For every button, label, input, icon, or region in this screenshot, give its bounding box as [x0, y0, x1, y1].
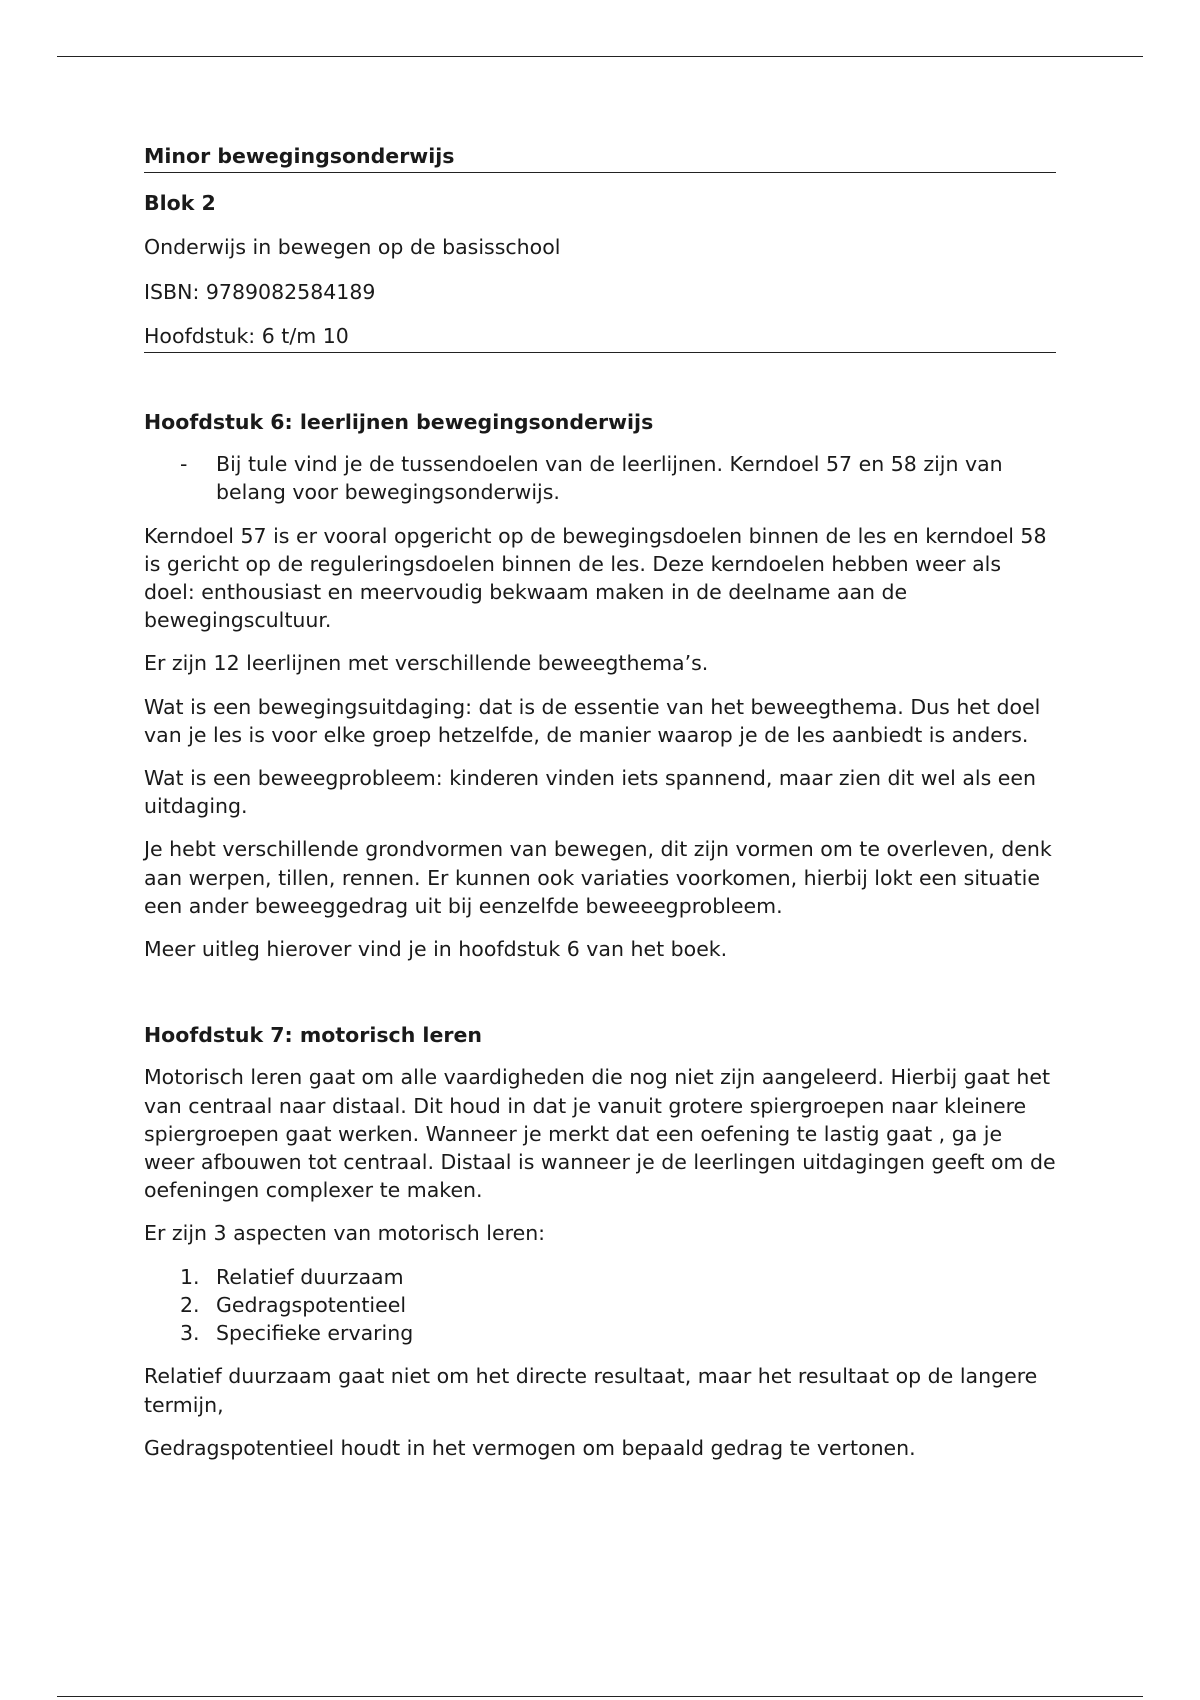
list-item: [180, 1319, 1056, 1347]
paragraph: Er zijn 12 leerlijnen met verschillende beweegthema’s.: [144, 651, 709, 676]
isbn: ISBN: 9789082584189: [144, 279, 376, 304]
course-title: Minor bewegingsonderwijs: [144, 142, 1056, 173]
chapter-7-heading: Hoofdstuk 7: motorisch leren: [144, 1023, 482, 1048]
paragraph: Relatief duurzaam gaat niet om het directe resultaat, maar het resultaat op de langere termijn,: [144, 1364, 1038, 1417]
chapter-6-heading: Hoofdstuk 6: leerlijnen bewegingsonderwijs: [144, 410, 654, 435]
chapter-7-section: [144, 1021, 1056, 1462]
list-number: 1.: [180, 1264, 200, 1289]
bullet-text: Bij tule vind je de tussendoelen van de leerlijnen. Kerndoel 57 en 58 zijn van belang voor bewegingsonderwijs.: [216, 452, 1003, 505]
paragraph: Gedragspotentieel houdt in het vermogen om bepaald gedrag te vertonen.: [144, 1435, 916, 1460]
list-item: [180, 1291, 1056, 1319]
list-item: [180, 1263, 1056, 1291]
paragraph: Meer uitleg hierover vind je in hoofdstuk 6 van het boek.: [144, 937, 728, 962]
list-item: [180, 450, 1056, 506]
paragraph: Er zijn 3 aspecten van motorisch leren:: [144, 1221, 546, 1246]
aspects-list: [144, 1263, 1056, 1348]
list-item-label: Gedragspotentieel: [216, 1292, 407, 1317]
list-item-label: Relatief duurzaam: [216, 1264, 404, 1289]
page-bottom-rule: [57, 1696, 1143, 1697]
chapter-6-bullet-list: [144, 450, 1056, 506]
list-number: 2.: [180, 1292, 200, 1317]
chapter-6-section: [144, 408, 1056, 963]
page-top-rule: [57, 56, 1143, 57]
block-label: Blok 2: [144, 191, 216, 216]
course-header: [144, 142, 1056, 353]
document-body: [144, 142, 1056, 1477]
list-item-label: Specifieke ervaring: [216, 1321, 414, 1346]
list-number: 3.: [180, 1321, 200, 1346]
paragraph: Wat is een bewegingsuitdaging: dat is de essentie van het beweegthema. Dus het doel van je les is voor elke groep hetzelfde, de manier waarop je de les aanbiedt is anders.: [144, 694, 1041, 747]
paragraph: Je hebt verschillende grondvormen van bewegen, dit zijn vormen om te overleven, denk aan werpen, tillen, rennen. Er kunnen ook variaties voorkomen, hierbij lokt een situatie een ander beweeggedrag uit bij eenzelfde beweeegprobleem.: [144, 837, 1052, 918]
paragraph: Kerndoel 57 is er vooral opgericht op de bewegingsdoelen binnen de les en kerndoel 58 is gericht op de reguleringsdoelen binnen de les. Deze kerndoelen hebben weer als doel: enthousiast en meervoudig bekwaam maken in de deelname aan de bewegingscultuur.: [144, 523, 1047, 633]
paragraph: Motorisch leren gaat om alle vaardigheden die nog niet zijn aangeleerd. Hierbij gaat het van centraal naar distaal. Dit houd in dat je vanuit grotere spiergroepen naar kleinere spiergroepen gaat werken. Wanneer je merkt dat een oefening te lastig gaat , ga je weer afbouwen tot centraal. Distaal is wanneer je de leerlingen uitdagingen geeft om de oefeningen complexer te maken.: [144, 1065, 1056, 1203]
chapter-range: Hoofdstuk: 6 t/m 10: [144, 322, 1056, 353]
dash-bullet-icon: -: [180, 452, 188, 477]
book-title: Onderwijs in bewegen op de basisschool: [144, 235, 561, 260]
paragraph: Wat is een beweegprobleem: kinderen vinden iets spannend, maar zien dit wel als een uitdaging.: [144, 766, 1037, 819]
